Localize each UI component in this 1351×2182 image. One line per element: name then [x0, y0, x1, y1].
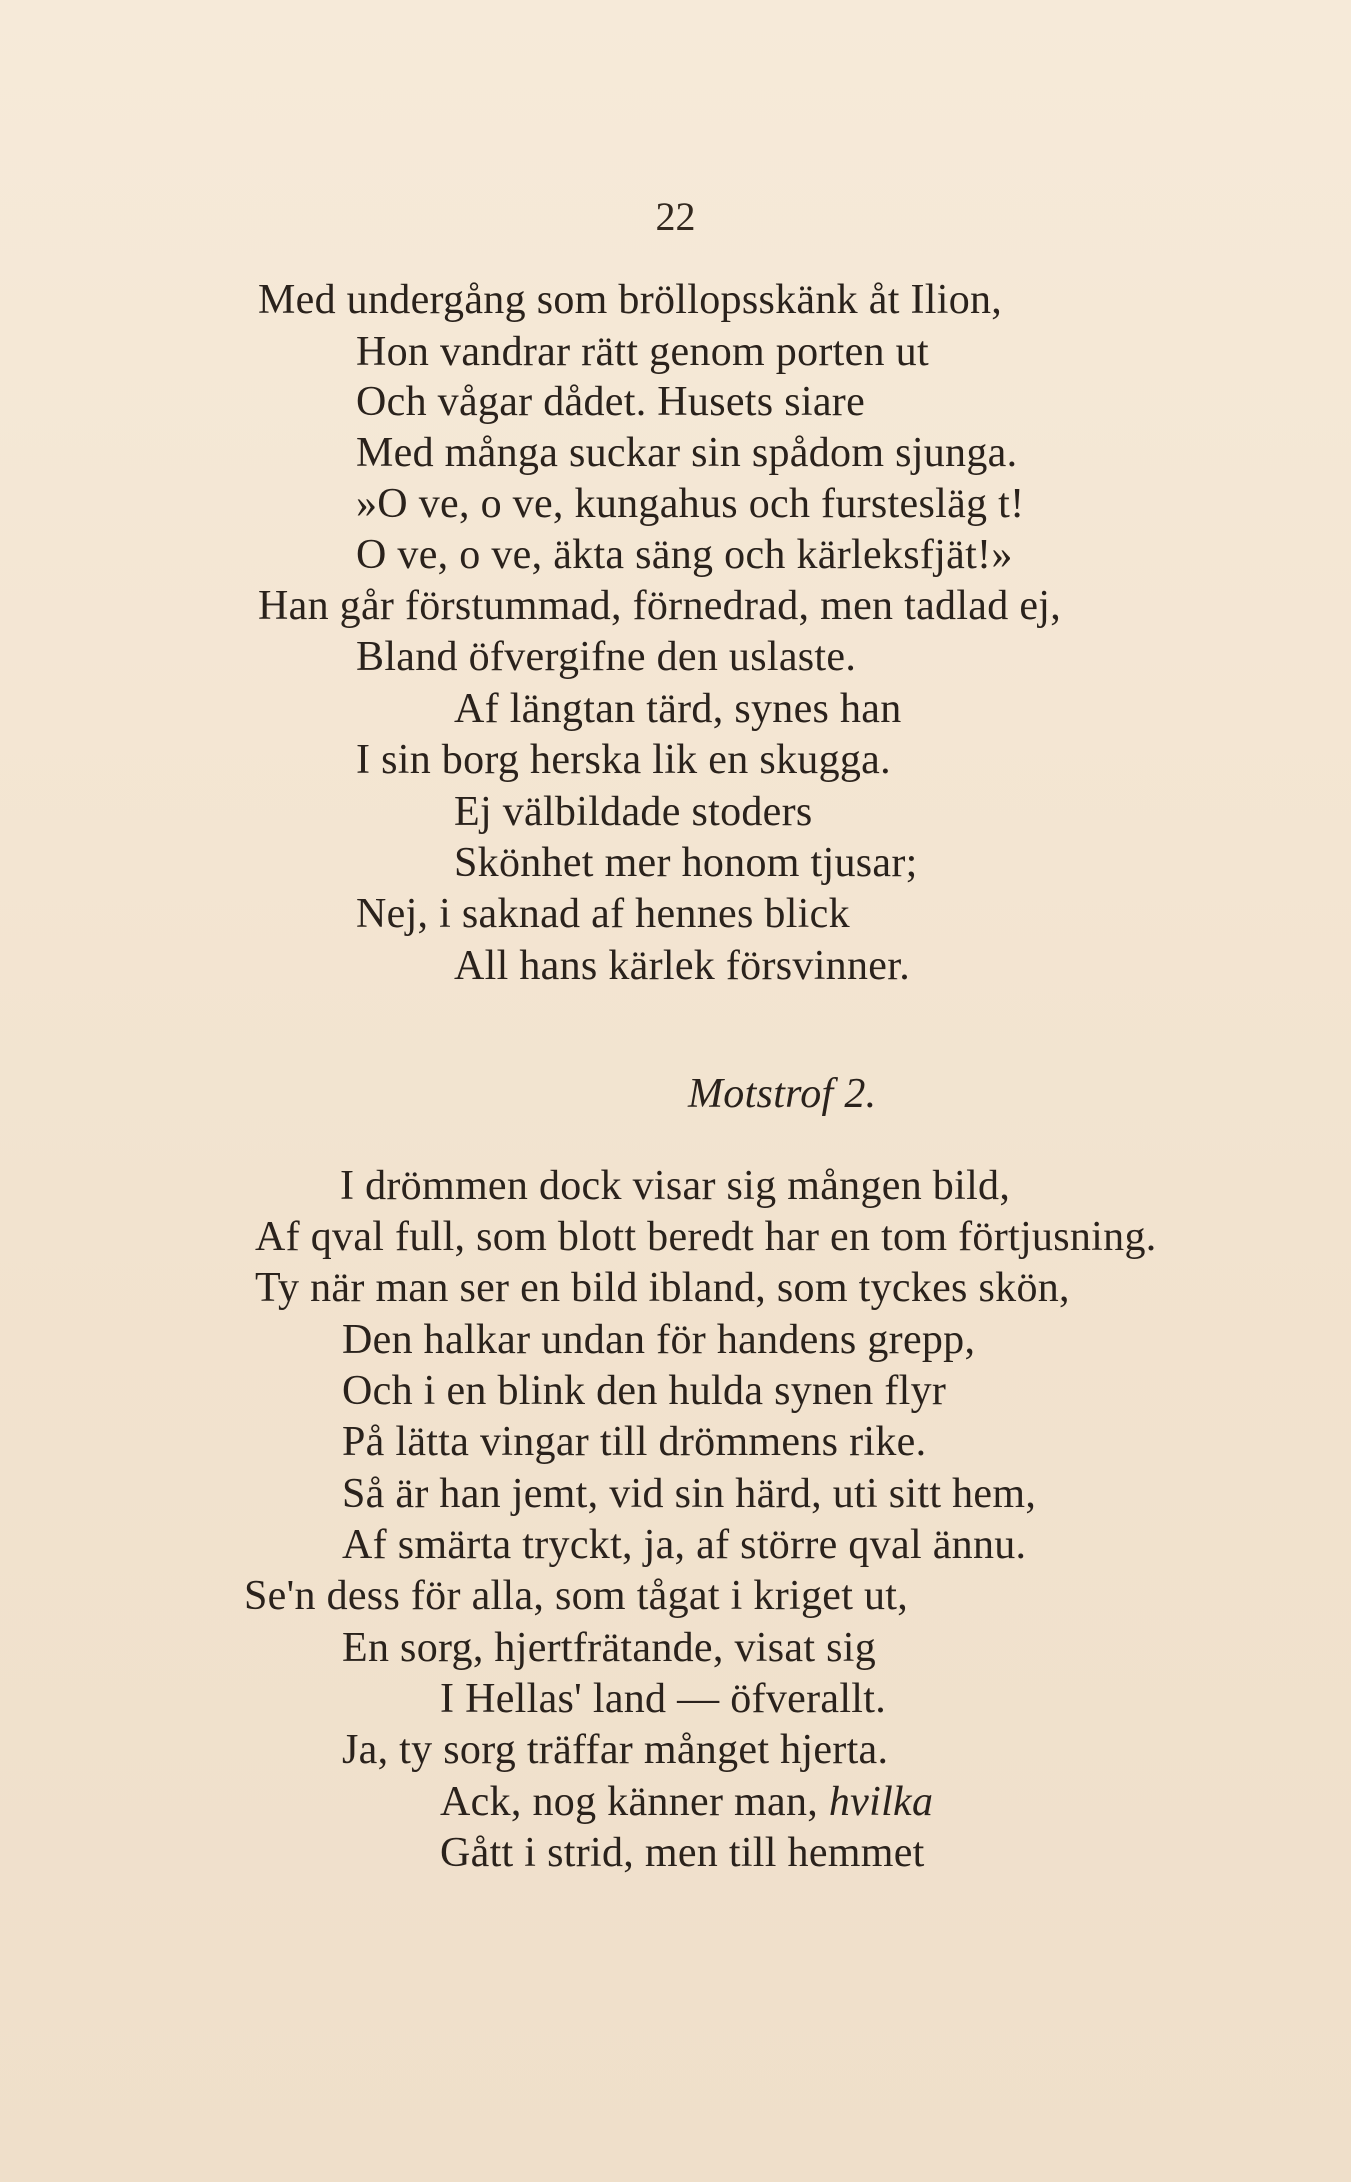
verse-line: I drömmen dock visar sig mången bild, [340, 1163, 1011, 1209]
verse-line: I Hellas' land — öfverallt. [440, 1676, 887, 1722]
verse-line: På lätta vingar till drömmens rike. [342, 1419, 927, 1465]
verse-line: Han går förstummad, förnedrad, men tadlad ej, [258, 583, 1062, 629]
verse-line: Gått i strid, men till hemmet [440, 1830, 925, 1876]
verse-line: O ve, o ve, äkta säng och kärleksfjät!» [356, 532, 1013, 578]
page-number: 22 [655, 194, 696, 239]
verse-line: Af smärta tryckt, ja, af större qval ännu. [342, 1522, 1027, 1568]
verse-line: Hon vandrar rätt genom porten ut [356, 329, 929, 375]
verse-line [440, 1776, 933, 1828]
italic-word: hvilka [828, 1779, 934, 1825]
verse-line: Och i en blink den hulda synen flyr [342, 1368, 947, 1414]
verse-line: Och vågar dådet. Husets siare [356, 379, 866, 425]
verse-text: Ack, nog känner man, [440, 1779, 829, 1825]
verse-line: Ty när man ser en bild ibland, som tyckes skön, [255, 1265, 1070, 1311]
verse-line: Ej välbildade stoders [454, 789, 813, 835]
verse-line: Så är han jemt, vid sin härd, uti sitt hem, [342, 1471, 1037, 1517]
verse-line: »O ve, o ve, kungahus och furstesläg t! [356, 481, 1025, 527]
verse-line: Ja, ty sorg träffar månget hjerta. [342, 1727, 889, 1773]
verse-line: Bland öfvergifne den uslaste. [356, 634, 857, 680]
verse-line: Nej, i saknad af hennes blick [356, 891, 850, 937]
section-heading: Motstrof 2. [688, 1071, 877, 1117]
verse-line: Med många suckar sin spådom sjunga. [356, 430, 1018, 476]
verse-line: Med undergång som bröllopsskänk åt Ilion, [258, 277, 1003, 323]
verse-line: All hans kärlek försvinner. [454, 943, 910, 989]
verse-line: Den halkar undan för handens grepp, [342, 1317, 976, 1363]
verse-line: Af qval full, som blott beredt har en tom förtjusning. [255, 1214, 1157, 1260]
verse-line: Skönhet mer honom tjusar; [454, 840, 918, 886]
verse-line: I sin borg herska lik en skugga. [356, 737, 891, 783]
verse-line: Se'n dess för alla, som tågat i kriget ut, [244, 1573, 909, 1619]
verse-line: En sorg, hjertfrätande, visat sig [342, 1625, 876, 1671]
verse-line: Af längtan tärd, synes han [454, 686, 902, 732]
